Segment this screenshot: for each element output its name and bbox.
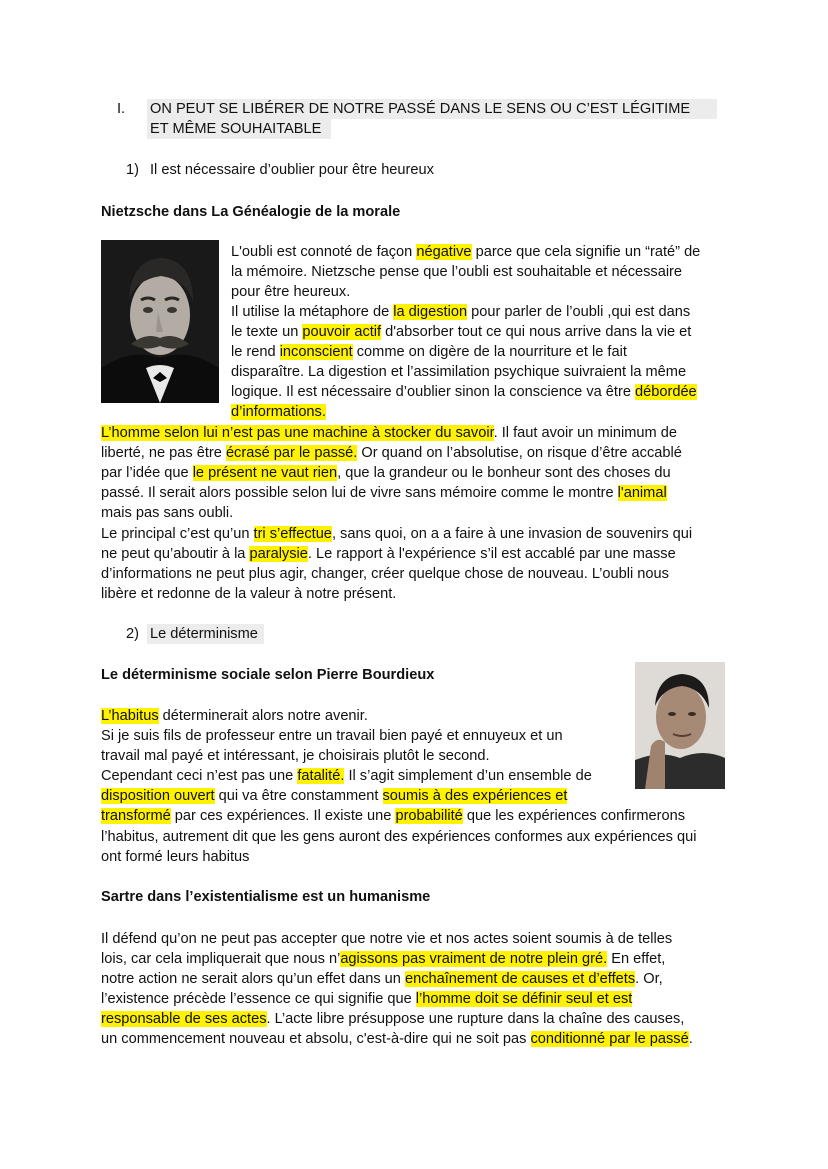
subsection-number-2: 2) [126, 626, 139, 642]
nietzsche-line-15 [101, 524, 692, 544]
text-run: Or quand on l’absolutise, on risque d’être accablé [357, 445, 682, 461]
highlight: inconscient [279, 344, 353, 360]
text-run: passé. Il serait alors possible selon lui de vivre sans mémoire comme le montre [101, 485, 618, 501]
text-run: par l’idée que [101, 465, 193, 481]
text-run: que les expériences confirmerons [462, 808, 686, 824]
text-run: ne peut qu’aboutir à la [101, 546, 250, 562]
text-run: Cependant ceci n’est pas une [101, 768, 298, 784]
nietzsche-line-17: d’informations ne peut plus agir, changer, créer quelque chose de nouveau. L’oubli nous [101, 566, 669, 582]
nietzsche-line-13 [101, 483, 667, 503]
nietzsche-line-3: pour être heureux. [231, 284, 351, 300]
text-run: un commencement nouveau et absolu, c'est-à-dire qui ne soit pas [101, 1031, 531, 1047]
nietzsche-line-5 [231, 322, 691, 342]
text-run: L'oubli est connoté de façon [231, 244, 417, 260]
sartre-line-2 [101, 949, 665, 969]
text-run: Il s’agit simplement d’un ensemble de [344, 768, 592, 784]
highlight: agissons pas vraiment de notre plein gré. [340, 951, 608, 967]
highlight: le présent ne vaut rien [192, 465, 338, 481]
text-run: logique. Il est nécessaire d’oublier sinon la conscience va être [231, 384, 635, 400]
subsection-number-1: 1) [126, 162, 139, 178]
text-run: Le principal c’est qu’un [101, 526, 254, 542]
text-run: . Or, [635, 971, 663, 987]
nietzsche-line-12 [101, 463, 671, 483]
nietzsche-line-10 [101, 423, 677, 443]
nietzsche-line-4 [231, 302, 690, 322]
subsection-title-2: Le déterminisme [150, 626, 258, 642]
nietzsche-line-6 [231, 342, 627, 362]
highlight: L’habitus [101, 708, 159, 724]
sartre-line-1: Il défend qu’on ne peut pas accepter que notre vie et nos actes soient soumis à de telles [101, 931, 673, 947]
nietzsche-line-1 [231, 242, 700, 262]
bourdieu-line-7: l’habitus, autrement dit que les gens auront des expériences conformes aux expériences qui [101, 829, 697, 845]
highlight: écrasé par le passé. [225, 445, 358, 461]
bourdieu-line-4 [101, 766, 592, 786]
highlight: soumis à des expériences et [382, 788, 568, 804]
sartre-line-5 [101, 1009, 684, 1029]
highlight: l'animal [617, 485, 667, 501]
highlight: transformé [101, 808, 171, 824]
text-run: notre action ne serait alors qu’un effet dans un [101, 971, 405, 987]
text-run: . L’acte libre présuppose une rupture dans la chaîne des causes, [266, 1011, 685, 1027]
highlight: disposition ouvert [101, 788, 215, 804]
bourdieu-title: Le déterminisme sociale selon Pierre Bourdieux [101, 667, 435, 683]
highlight: pouvoir actif [302, 324, 382, 340]
nietzsche-line-14: mais pas sans oubli. [101, 505, 234, 521]
bourdieu-line-6 [101, 806, 685, 826]
text-run: , sans quoi, on a a faire à une invasion de souvenirs qui [331, 526, 693, 542]
highlight: fatalité. [297, 768, 345, 784]
nietzsche-line-9 [231, 402, 326, 422]
sartre-line-6 [101, 1029, 693, 1049]
section-number: I. [117, 101, 126, 117]
text-run: l’existence précède l’essence ce qui signifie que [101, 991, 416, 1007]
sartre-title: Sartre dans l’existentialisme est un humanisme [101, 889, 431, 905]
highlight: négative [416, 244, 472, 260]
text-run: le texte un [231, 324, 303, 340]
highlight: enchaînement de causes et d’effets [404, 971, 636, 987]
highlight: la digestion [393, 304, 468, 320]
text-run: le rend [231, 344, 280, 360]
nietzsche-line-18: libère et redonne de la valeur à notre présent. [101, 586, 397, 602]
subsection-title-1: Il est nécessaire d’oublier pour être heureux [150, 162, 434, 178]
highlight: débordée [635, 384, 697, 400]
text-run: . [688, 1031, 693, 1047]
highlight: L’homme selon lui n’est pas une machine à stocker du savoir [101, 425, 494, 441]
sartre-line-3 [101, 969, 663, 989]
nietzsche-line-11 [101, 443, 682, 463]
text-run: Il utilise la métaphore de [231, 304, 394, 320]
sartre-line-4 [101, 989, 632, 1009]
bourdieu-line-3: travail mal payé et intéressant, je choisirais plutôt le second. [101, 748, 490, 764]
highlight: conditionné par le passé [530, 1031, 689, 1047]
nietzsche-line-8 [231, 382, 697, 402]
highlight: tri s’effectue [253, 526, 332, 542]
text-run: liberté, ne pas être [101, 445, 226, 461]
text-run: d'absorber tout ce qui nous arrive dans la vie et [381, 324, 692, 340]
portrait-illustration [101, 240, 219, 403]
highlight: l’homme doit se définir seul et est [415, 991, 633, 1007]
nietzsche-title: Nietzsche dans La Généalogie de la morale [101, 204, 401, 220]
text-run: . Il faut avoir un minimum de [493, 425, 677, 441]
bourdieu-line-8: ont formé leurs habitus [101, 849, 250, 865]
text-run: pour parler de l’oubli ,qui est dans [467, 304, 691, 320]
bourdieu-photo [635, 662, 725, 789]
section-heading-line-2: ET MÊME SOUHAITABLE [150, 121, 322, 137]
text-run: lois, car cela impliquerait que nous n’ [101, 951, 341, 967]
bourdieu-line-1 [101, 706, 368, 726]
nietzsche-line-16 [101, 544, 676, 564]
bourdieu-line-2: Si je suis fils de professeur entre un travail bien payé et ennuyeux et un [101, 728, 563, 744]
text-run: En effet, [607, 951, 666, 967]
nietzsche-line-2: la mémoire. Nietzsche pense que l’oubli est souhaitable et nécessaire [231, 264, 683, 280]
highlight: probabilité [395, 808, 463, 824]
text-run: parce que cela signifie un “raté” de [471, 244, 701, 260]
bourdieu-line-5 [101, 786, 567, 806]
highlight: d’informations. [231, 404, 326, 420]
highlight: paralysie [249, 546, 308, 562]
text-run: qui va être constamment [214, 788, 383, 804]
nietzsche-line-7: disparaître. La digestion et l’assimilation psychique suivraient la même [231, 364, 687, 380]
text-run: par ces expériences. Il existe une [170, 808, 396, 824]
nietzsche-photo [101, 240, 219, 403]
section-heading-line-1: ON PEUT SE LIBÉRER DE NOTRE PASSÉ DANS LE SENS OU C’EST LÉGITIME [150, 101, 691, 117]
highlight: responsable de ses actes [101, 1011, 267, 1027]
text-run: déterminerait alors notre avenir. [158, 708, 368, 724]
portrait-illustration [635, 662, 725, 789]
text-run: , que la grandeur ou le bonheur sont des choses du [337, 465, 671, 481]
text-run: . Le rapport à l'expérience s’il est accablé par une masse [307, 546, 676, 562]
text-run: comme on digère de la nourriture et le fait [352, 344, 627, 360]
